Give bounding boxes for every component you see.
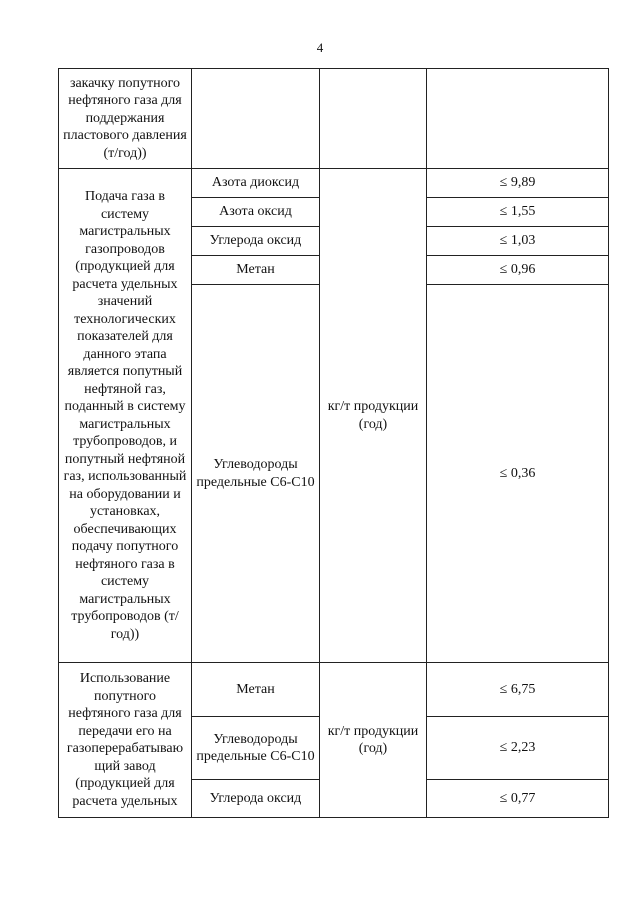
substance-cell <box>192 69 320 169</box>
value-cell: ≤ 1,03 <box>427 227 609 256</box>
process-cell: Подача газа в систему магистральных газопроводов (продукцией для расчета удельных значений технологических показателей для данного этапа является попутный нефтяной газ, поданный в систему магистральных трубопроводов, и попутный нефтяной газ, использованный на оборудовании и установках, обеспечивающих подачу попутного нефтяного газа в систему магистральных трубопроводов (т/год)) <box>59 169 192 663</box>
substance-cell: Углерода оксид <box>192 780 320 818</box>
unit-cell: кг/т продукции (год) <box>320 169 427 663</box>
substance-cell: Углеводороды предельные С6-С10 <box>192 285 320 663</box>
value-cell: ≤ 2,23 <box>427 717 609 780</box>
emissions-table <box>58 68 609 818</box>
substance-cell: Метан <box>192 663 320 717</box>
substance-cell: Углеводороды предельные С6-С10 <box>192 717 320 780</box>
substance-cell: Азота оксид <box>192 198 320 227</box>
table-row <box>59 169 609 198</box>
table-row <box>59 69 609 169</box>
page-number: 4 <box>316 40 324 55</box>
value-cell: ≤ 1,55 <box>427 198 609 227</box>
table-row <box>59 663 609 717</box>
value-cell: ≤ 0,96 <box>427 256 609 285</box>
substance-cell: Углерода оксид <box>192 227 320 256</box>
substance-cell: Метан <box>192 256 320 285</box>
value-cell <box>427 69 609 169</box>
substance-cell: Азота диоксид <box>192 169 320 198</box>
value-cell: ≤ 6,75 <box>427 663 609 717</box>
unit-cell: кг/т продукции (год) <box>320 663 427 818</box>
value-cell: ≤ 9,89 <box>427 169 609 198</box>
value-cell: ≤ 0,36 <box>427 285 609 663</box>
process-cell: Использование попутного нефтяного газа для передачи его на газоперерабатываю щий завод (продукцией для расчета удельных <box>59 663 192 818</box>
value-cell: ≤ 0,77 <box>427 780 609 818</box>
unit-cell <box>320 69 427 169</box>
process-cell: закачку попутного нефтяного газа для поддержания пластового давления (т/год)) <box>59 69 192 169</box>
